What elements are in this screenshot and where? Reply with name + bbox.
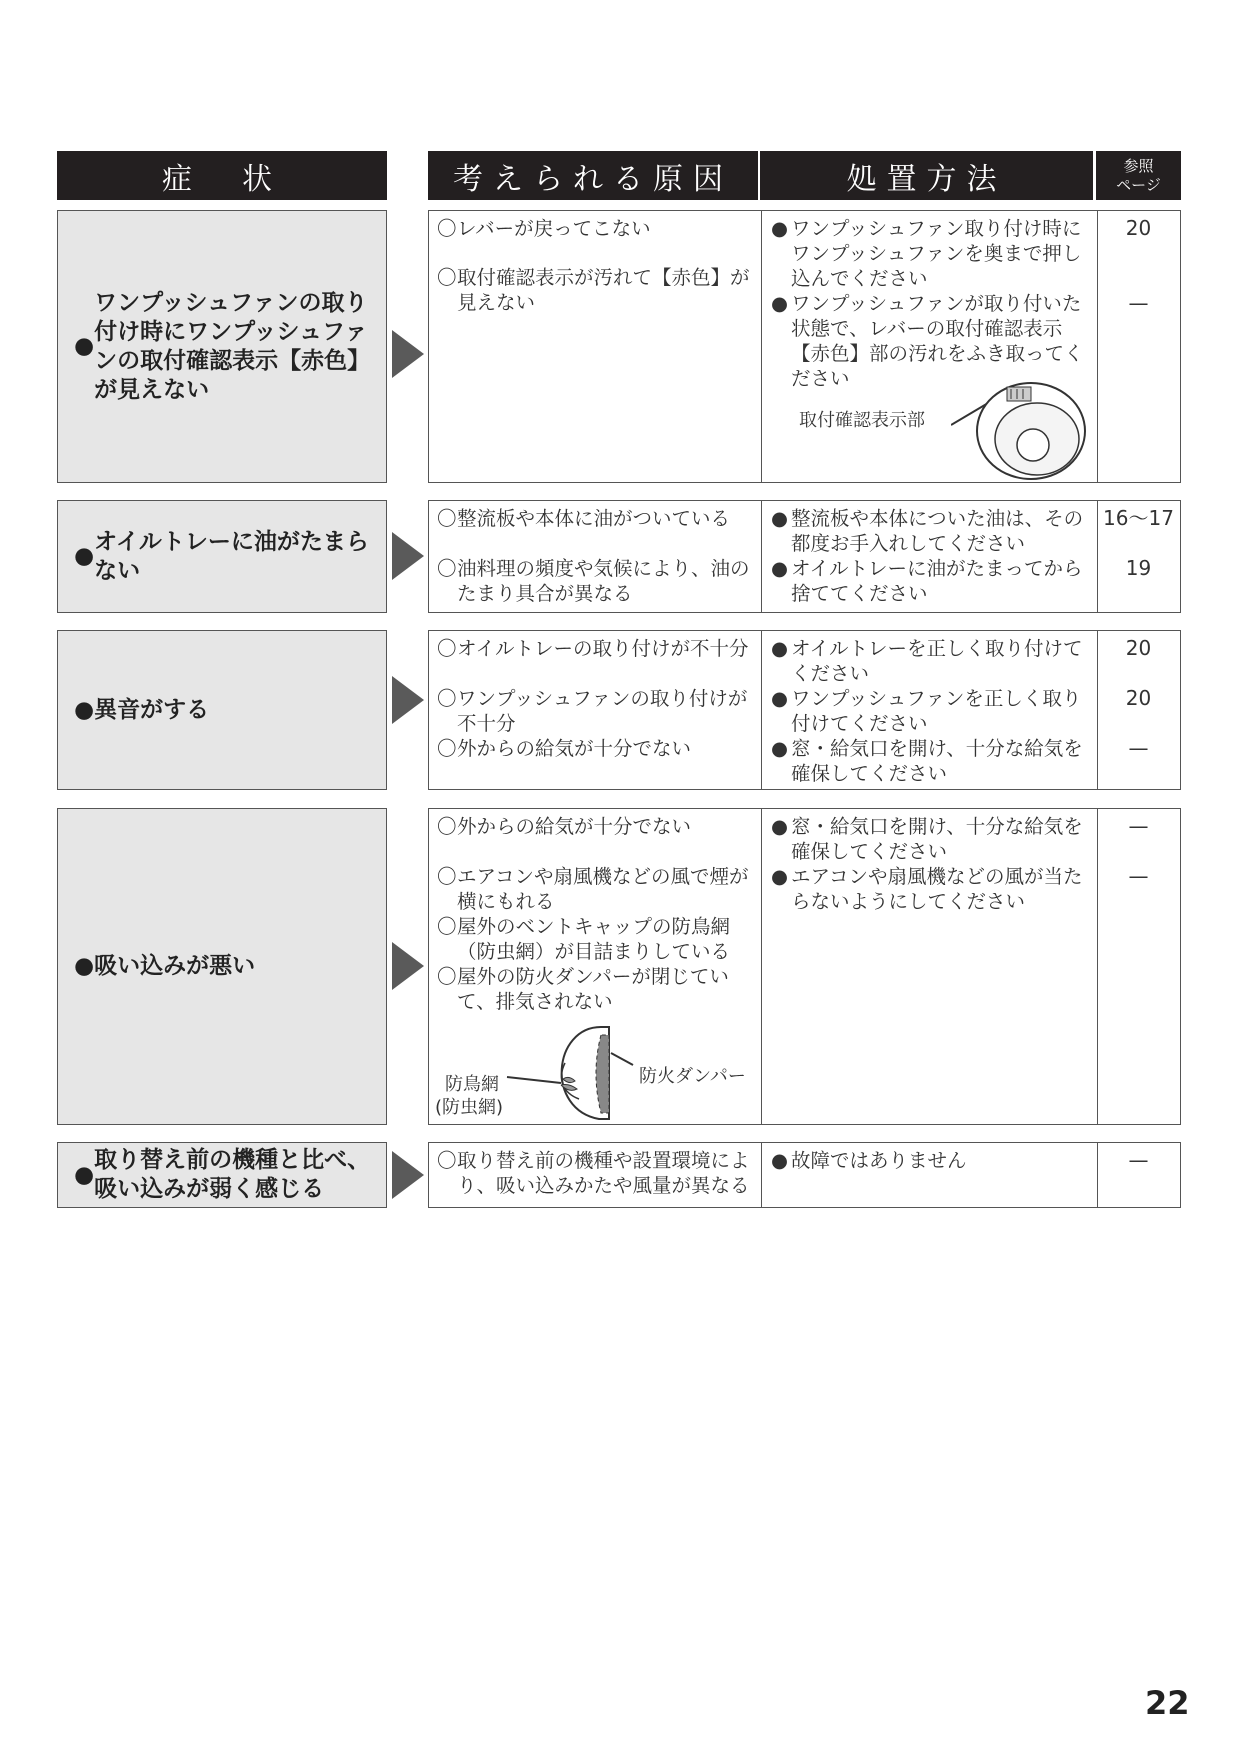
cause-cell xyxy=(429,211,762,482)
remedy-item: ● 故障ではありません xyxy=(771,1149,967,1172)
remedy-cell xyxy=(761,809,1098,1124)
symptom-4: ● 吸い込みが悪い xyxy=(57,808,387,1125)
figure-label-damper: 防火ダンパー xyxy=(639,1066,746,1087)
arrow-icon xyxy=(392,942,424,990)
remedy-item: ● オイルトレーを正しく取り付けてください xyxy=(771,637,1083,685)
header-symptom: 症 状 xyxy=(57,151,387,200)
remedy-item: ● エアコンや扇風機などの風が当たらないようにしてください xyxy=(771,865,1083,913)
header-remedy: 処置方法 xyxy=(760,151,1093,200)
cause-item: 〇 レバーが戻ってこない xyxy=(437,217,651,240)
remedy-item: ● ワンプッシュファンが取り付いた状態で、レバーの取付確認表示【赤色】部の汚れをふき取ってください xyxy=(771,292,1084,390)
figure-label-net: 防鳥網 xyxy=(445,1074,499,1095)
remedy-item: ● 整流板や本体についた油は、その都度お手入れしてください xyxy=(771,507,1084,555)
arrow-icon xyxy=(392,532,424,580)
table-row xyxy=(428,500,1181,613)
remedy-cell xyxy=(761,1143,1098,1207)
vent-cap-figure xyxy=(505,1023,665,1123)
fan-figure xyxy=(951,371,1091,481)
remedy-cell xyxy=(761,211,1098,482)
symptom-1: ● ワンプッシュファンの取り付け時にワンプッシュファンの取付確認表示【赤色】が見えない xyxy=(57,210,387,483)
cause-item: 〇 オイルトレーの取り付けが不十分 xyxy=(437,637,749,660)
cause-cell xyxy=(429,631,762,789)
cause-item: 〇 屋外の防火ダンパーが閉じていて、排気されない xyxy=(437,965,729,1013)
reference-cell: 20 20 — xyxy=(1125,636,1152,760)
page-number: 22 xyxy=(1145,1684,1190,1722)
cause-item: 〇 外からの給気が十分でない xyxy=(437,737,692,760)
remedy-item: ● オイルトレーに油がたまってから捨ててください xyxy=(771,557,1083,605)
cause-item: 〇 外からの給気が十分でない xyxy=(437,815,692,838)
symptom-2: ● オイルトレーに油がたまらない xyxy=(57,500,387,613)
table-row xyxy=(428,1142,1181,1208)
cause-item: 〇 取り替え前の機種や設置環境により、吸い込みかたや風量が異なる xyxy=(437,1149,750,1197)
cause-item: 〇 屋外のベントキャップの防鳥網（防虫網）が目詰まりしている xyxy=(437,915,731,963)
reference-cell: 16～17 19 xyxy=(1103,506,1174,580)
cause-item: 〇 油料理の頻度や気候により、油のたまり具合が異なる xyxy=(437,557,750,605)
cause-cell xyxy=(429,501,762,612)
cause-item: 〇 取付確認表示が汚れて【赤色】が見えない xyxy=(437,266,750,314)
cause-item: 〇 ワンプッシュファンの取り付けが不十分 xyxy=(437,687,748,735)
symptom-5: ● 取り替え前の機種と比べ、吸い込みが弱く感じる xyxy=(57,1142,387,1208)
remedy-cell xyxy=(761,631,1098,789)
header-cause: 考えられる原因 xyxy=(428,151,758,200)
cause-item: 〇 整流板や本体に油がついている xyxy=(437,507,731,530)
cause-cell xyxy=(429,809,762,1124)
cause-cell xyxy=(429,1143,762,1207)
arrow-icon xyxy=(392,330,424,378)
remedy-item: ● ワンプッシュファンを正しく取り付けてください xyxy=(771,687,1082,735)
table-row xyxy=(428,210,1181,483)
reference-cell: 20 — xyxy=(1125,216,1152,315)
remedy-item: ● 窓・給気口を開け、十分な給気を確保してください xyxy=(771,737,1083,785)
reference-cell: — xyxy=(1128,1148,1149,1172)
figure-label: 取付確認表示部 xyxy=(799,410,925,431)
cause-item: 〇 エアコンや扇風機などの風で煙が横にもれる xyxy=(437,865,749,913)
figure-label-net-sub: (防虫網) xyxy=(435,1097,504,1118)
remedy-item: ● 窓・給気口を開け、十分な給気を確保してください xyxy=(771,815,1083,863)
header-reference-page: 参照 ページ xyxy=(1096,151,1181,200)
remedy-item: ● ワンプッシュファン取り付け時にワンプッシュファンを奥まで押し込んでください xyxy=(771,217,1082,290)
table-row xyxy=(428,808,1181,1125)
symptom-3: ● 異音がする xyxy=(57,630,387,790)
remedy-cell xyxy=(761,501,1098,612)
arrow-icon xyxy=(392,676,424,724)
table-row xyxy=(428,630,1181,790)
reference-cell: — — xyxy=(1128,814,1149,888)
arrow-icon xyxy=(392,1151,424,1199)
